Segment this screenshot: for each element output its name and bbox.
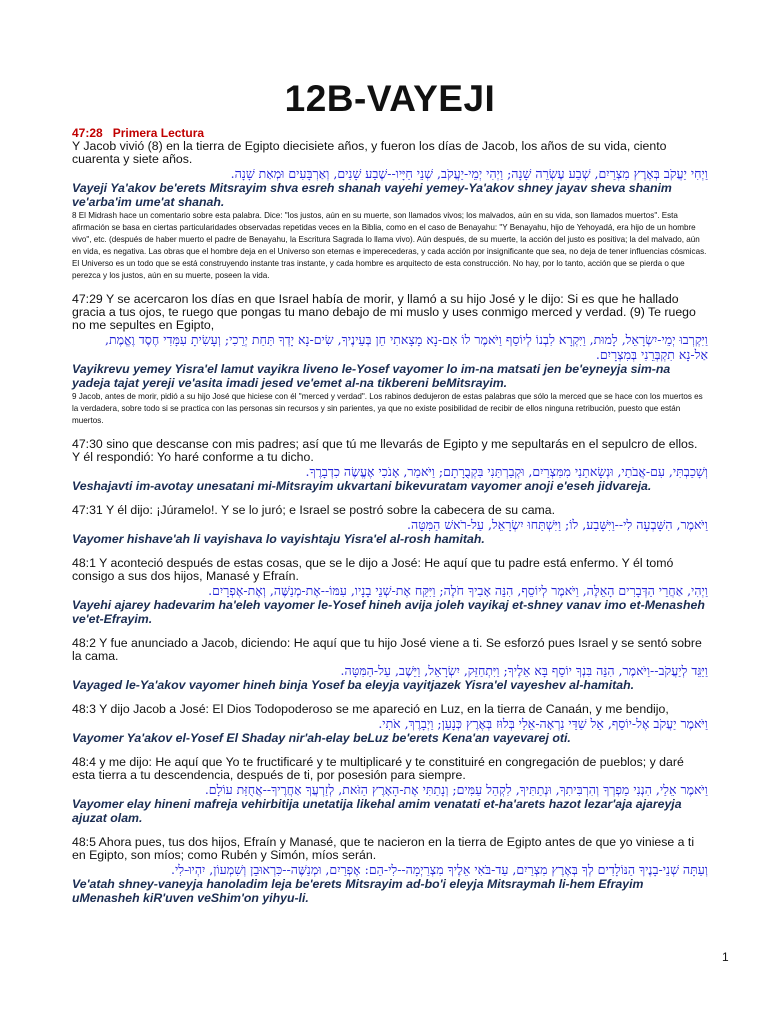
spanish-text: 48:2 Y fue anunciado a Jacob, diciendo: He aquí que tu hijo José viene a ti. Se esforzó pues Israel y se sentó sobre la cama. [72, 636, 702, 663]
hebrew-text: וַיֹּאמֶר אֵלַי, הִנְנִי מַפְרְךָ וְהִרְבִּיתִךָ, וּנְתַתִּיךָ, לִקְהַל עַמִּים; וְנָתַתִּי אֶת-הָאָרֶץ הַזֹּאת, לְזַרְעֲךָ אַחֲרֶיךָ--אֲחֻזַּת עוֹלָם. [204, 782, 708, 797]
spanish-text: 48:1 Y aconteció después de estas cosas, que se le dijo a José: He aquí que tu padre está enfermo. Y él tomó consigo a sus dos hijos, Manasé y Efraín. [72, 556, 674, 583]
hebrew-text: וַיְחִי יַעֲקֹב בְּאֶרֶץ מִצְרַיִם, שְׁבַע עֶשְׂרֵה שָׁנָה; וַיְהִי יְמֵי-יַעֲקֹב, שְׁנֵי חַיָּיו--שֶׁבַע שָׁנִים, וְאַרְבָּעִים וּמְאַת שָׁנָה. [230, 166, 708, 181]
verse-block [72, 504, 708, 546]
spanish-text: 47:29 Y se acercaron los días en que Israel había de morir, y llamó a su hijo José y le dijo: Si es que he hallado gracia a tus ojos, te ruego que pongas tu mano debajo de mi muslo y uses conmigo merced y verdad. (9) Te ruego no me sepultes en Egipto, [72, 292, 696, 332]
footnote: 9 Jacob, antes de morir, pidió a su hijo José que hiciese con él "merced y verdad". Los rabinos dedujeron de estas palabras que sólo la merced que se hace con los muertos es la verdadera, sobre todo si se practica con las personas sin recursos y sin parientes, ya que no existe posibilidad de recibir de ellos ninguna retribución, puesto que están muertos. [72, 392, 703, 425]
footnote: 8 El Midrash hace un comentario sobre esta palabra. Dice: "los justos, aún en su muerte, son llamados vivos; los malvados, aún en su vida, son llamados muertos". Esta afirmación se basa en ciertas particularidades observadas repetidas veces en la Biblia, como en el caso de Benayahu: "Y Benayahu, hijo de Yehoyadá, era hijo de un hombre vivo", etc. (después de haber muerto el padre de Benayahu, la Escritura Sagrada lo llama vivo). Aún después, de su muerte, la acción del justo es positiva; la del malvado, aún en vida, es negativa. Las obras que el hombre deja en el Universo son eternas e imperecederas, y cada acción por insignificante que sea, no deja de tener influencias cósmicas. El Universo es un todo que se está construyendo instante tras instante, y cada hombre es arquitecto de esta construcción. No hay, por lo tanto, acción que se pierda o que perezca y los justos, aún en su muerte, poseen la vida. [72, 211, 707, 280]
transliteration: Vayaged le-Ya'akov vayomer hineh binja Yosef ba eleyja vayitjazek Yisra'el vayeshev al-hamitah. [72, 678, 634, 692]
hebrew-text: וְעַתָּה שְׁנֵי-בָנֶיךָ הַנּוֹלָדִים לְךָ בְּאֶרֶץ מִצְרַיִם, עַד-בֹּאִי אֵלֶיךָ מִצְרַיְמָה--לִי-הֵם: אֶפְרַיִם, וּמְנַשֶּׁה--כִּרְאוּבֵן וְשִׁמְעוֹן, יִהְיוּ-לִי. [171, 862, 708, 877]
verse-block [72, 293, 708, 427]
heading-label: Primera Lectura [112, 126, 205, 140]
hebrew-text: וַיַּגֵּד לְיַעֲקֹב--וַיֹּאמֶר, הִנֵּה בִּנְךָ יוֹסֵף בָּא אֵלֶיךָ; וַיִּתְחַזֵּק, יִשְׂרָאֵל, וַיֵּשֶׁב, עַל-הַמִּטָּה. [340, 663, 708, 678]
spanish-text: 47:31 Y él dijo: ¡Júramelo!. Y se lo juró; e Israel se postró sobre la cabecera de su cama. [72, 503, 556, 517]
transliteration: Vayomer Ya'akov el-Yosef El Shaday nir'ah-elay beLuz be'erets Kena'an vayevarej oti. [72, 731, 571, 745]
verse-block [72, 557, 708, 626]
reading-body [72, 127, 708, 916]
transliteration: Ve'atah shney-vaneyja hanoladim leja be'erets Mitsrayim ad-bo'i eleyja Mitsraymah li-hem Efrayim uMenasheh kiR'uven veShim'on yihyu-li. [72, 877, 644, 905]
transliteration: Vayikrevu yemey Yisra'el lamut vayikra liveno le-Yosef vayomer lo im-na matsati jen be'eyneyja sim-na yadeja tajat yereji ve'asita imadi jesed ve'emet al-na tikbereni beMitsrayim. [72, 362, 671, 390]
verse-block [72, 756, 708, 825]
hebrew-text: וַיֹּאמֶר יַעֲקֹב אֶל-יוֹסֵף, אֵל שַׁדַּי נִרְאָה-אֵלַי בְּלוּז בְּאֶרֶץ כְּנָעַן; וַיְבָרֶךְ, אֹתִי. [378, 716, 708, 731]
transliteration: Vayehi ajarey hadevarim ha'eleh vayomer le-Yosef hineh avija joleh vayikaj et-shney vanav imo et-Menasheh ve'et-Efrayim. [72, 598, 705, 626]
verse-block [72, 140, 708, 282]
transliteration: Veshajavti im-avotay unesatani mi-Mitsrayim ukvartani bikevuratam vayomer anoji e'eseh jidvareja. [72, 479, 652, 493]
page-title: 12B-VAYEJI [284, 78, 496, 119]
spanish-text: 47:30 sino que descanse con mis padres; así que tú me llevarás de Egipto y me sepultarás en el sepulcro de ellos. Y él respondió: Yo haré conforme a tu dicho. [72, 437, 698, 464]
spanish-text: 48:4 y me dijo: He aquí que Yo te fructificaré y te multiplicaré y te constituiré en congregación de pueblos; y daré esta tierra a tu descendencia, después de ti, por posesión para siempre. [72, 755, 684, 782]
transliteration: Vayomer hishave'ah li vayishava lo vayishtaju Yisra'el al-rosh hamitah. [72, 532, 485, 546]
spanish-text: 48:5 Ahora pues, tus dos hijos, Efraín y Manasé, que te nacieron en la tierra de Egipto antes de que yo viniese a ti en Egipto, son míos; como Rubén y Simón, míos serán. [72, 835, 695, 862]
spanish-text: Y Jacob vivió (8) en la tierra de Egipto diecisiete años, y fueron los días de Jacob, los años de su vida, ciento cuarenta y siete años. [72, 139, 667, 166]
heading-ref: 47:28 [72, 126, 103, 140]
hebrew-text: וַיֹּאמֶר, הִשָּׁבְעָה לִי--וַיִּשָּׁבַע, לוֹ; וַיִּשְׁתַּחוּ יִשְׂרָאֵל, עַל-רֹאשׁ הַמִּטָּה. [407, 517, 708, 532]
transliteration: Vayomer elay hineni mafreja vehirbitija unetatija likehal amim venatati et-ha'arets hazot lezar'aja ajareyja ajuzat olam. [72, 797, 682, 825]
page-number: 1 [722, 950, 729, 964]
verse-block [72, 703, 708, 745]
verse-block [72, 836, 708, 905]
verse-block [72, 438, 708, 493]
hebrew-text: וְשָׁכַבְתִּי, עִם-אֲבֹתַי, וּנְשָׂאתַנִי מִמִּצְרַיִם, וּקְבַרְתַּנִי בִּקְבֻרָתָם; וַיֹּאמַר, אָנֹכִי אֶעֱשֶׂה כִדְבָרֶךָ. [305, 464, 708, 479]
hebrew-text: וַיִּקְרְבוּ יְמֵי-יִשְׂרָאֵל, לָמוּת, וַיִּקְרָא לִבְנוֹ לְיוֹסֵף וַיֹּאמֶר לוֹ אִם-נָא מָצָאתִי חֵן בְּעֵינֶיךָ, שִׂים-נָא יָדְךָ תַּחַת יְרֵכִי; וְעָשִׂיתָ עִמָּדִי חֶסֶד וֶאֱמֶת, אַל-נָא תִקְבְּרֵנִי בְּמִצְרָיִם. [105, 332, 708, 362]
hebrew-text: וַיְהִי, אַחֲרֵי הַדְּבָרִים הָאֵלֶּה, וַיֹּאמֶר לְיוֹסֵף, הִנֵּה אָבִיךָ חֹלֶה; וַיִּקַּח אֶת-שְׁנֵי בָנָיו, עִמּוֹ--אֶת-מְנַשֶּׁה, וְאֶת-אֶפְרָיִם. [208, 583, 708, 598]
spanish-text: 48:3 Y dijo Jacob a José: El Dios Todopoderoso se me apareció en Luz, en la tierra de Canaán, y me bendijo, [72, 702, 669, 716]
verse-block [72, 637, 708, 692]
transliteration: Vayeji Ya'akov be'erets Mitsrayim shva esreh shanah vayehi yemey-Ya'akov shney jayav sheva shanim ve'arba'im ume'at shanah. [72, 181, 672, 209]
